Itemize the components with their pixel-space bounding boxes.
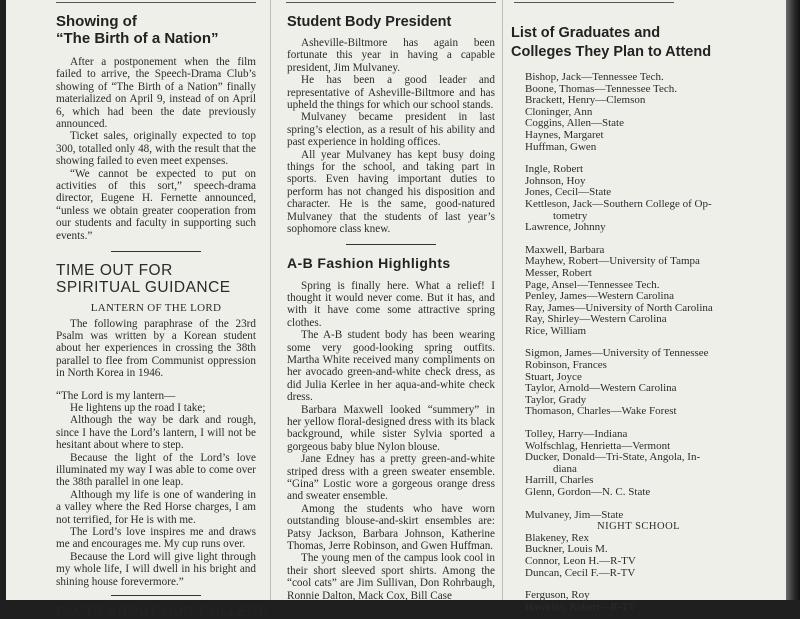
list-item: Ray, James—University of North Carolina: [525, 301, 713, 314]
list-item: Page, Ansel—Tennessee Tech.: [525, 278, 660, 291]
graduates-group: [511, 245, 729, 338]
list-item: Maxwell, Barbara: [525, 243, 605, 256]
list-item: Rice, William: [525, 324, 587, 337]
poem-line: “The Lord is my lantern—: [56, 389, 176, 402]
list-item: Johnson, Hoy: [525, 174, 586, 187]
graduates-group: [511, 348, 729, 418]
paragraph: The A-B student body has been wearing some very good-looking spring outfits. Martha White received many compliments on her avocado green-and-white check dress, as did Julia Kerlee in her aqua-and-white check dress.: [287, 329, 495, 404]
list-item: Connor, Leon H.—R-TV: [525, 554, 636, 567]
paragraph: Among the students who have worn outstanding blouse-and-skirt ensembles are: Patsy Jackson, Barbara Johnson, Katherine Thomas, Jerre Robinson, and Gwen Huffman.: [287, 502, 495, 553]
list-item: Duncan, Cecil F.—R-TV: [525, 566, 636, 579]
list-item: Ingle, Robert: [525, 163, 584, 176]
graduates-group: [511, 590, 729, 613]
list-item: Wolfschlag, Henrietta—Vermont: [525, 439, 671, 452]
list-item: Glenn, Gordon—N. C. State: [525, 486, 651, 498]
list-item: Thomason, Charles—Wake Forest: [525, 405, 677, 418]
paragraph: Mulvaney became president in last spring’s election, as a result of his ability and past experience in holding offices.: [287, 111, 495, 149]
list-item: Jones, Cecil—State: [525, 186, 612, 199]
list-item: Bishop, Jack—Tennessee Tech.: [525, 71, 664, 83]
column-left: [56, 0, 269, 619]
paragraph: He has been a good leader and representative of Asheville-Biltmore and has upheld the things for which our school stands.: [287, 74, 495, 112]
paragraph: Jane Edney has a pretty green-and-white striped dress with a green sweater ensemble. “Gina” Lostic wore a gorgeous orange dress and sweater ensemble.: [287, 453, 495, 503]
list-item: Messer, Robert: [525, 266, 592, 279]
paragraph: Although the way be dark and rough, since I have the Lord’s lantern, I will not be hesitant about where to step.: [56, 414, 256, 452]
list-item: Sigmon, James—University of Tennessee: [525, 347, 709, 360]
list-item: Blakeney, Rex: [525, 531, 590, 544]
list-item: Hawkins, Robert—R-TV: [525, 600, 637, 613]
section-divider: [346, 244, 436, 245]
paragraph: Because the Lord will give light through my whole life, I will dwell in his bright and shining house forevermore.”: [56, 550, 256, 588]
list-item: Penley, James—Western Carolina: [525, 290, 674, 303]
list-item: Stuart, Joyce: [525, 370, 582, 383]
list-item: Mayhew, Robert—University of Tampa: [525, 255, 700, 268]
paragraph: “We cannot be expected to put on activities of this sort,” speech-drama director, Eugene H. Fernette announced, “unless we obtain greater cooperation from our students and faculty in supporting such events.”: [56, 167, 256, 242]
headline-spiritual-guidance: TIME OUT FOR SPIRITUAL GUIDANCE: [56, 262, 231, 297]
list-item: Harrill, Charles: [525, 474, 594, 487]
list-item: Coggins, Allen—State: [525, 117, 624, 130]
list-item: Ducker, Donald—Tri-State, Angola, In-: [525, 451, 701, 464]
column-right: [511, 0, 729, 613]
paragraph: Barbara Maxwell looked “summery” in her yellow floral-designed dress with its black background, while sister Sylvia sported a gorgeous baby blue Nylon blouse.: [287, 403, 495, 453]
column-middle: [287, 0, 495, 602]
list-item: Kettleson, Jack—Southern College of Op-: [525, 197, 712, 210]
paragraph: After a postponement when the film failed to arrive, the Speech-Drama Club’s showing of “The Birth of a Nation” finally materialized on April 9, instead of on April 6, which had been the date previously announced.: [56, 56, 256, 131]
paragraph: Asheville-Biltmore has again been fortunate this year in having a capable president, Jim Mulvaney.: [287, 37, 495, 74]
list-item: Haynes, Margaret: [525, 128, 604, 141]
list-item: diana: [553, 462, 577, 475]
paragraph: Although my life is one of wandering in a valley where the Red Horse charges, I am not terrified, for He is with me.: [56, 488, 256, 526]
headline-student-body-president: Student Body President: [287, 14, 452, 30]
section-divider: [111, 595, 201, 596]
section-divider: [111, 251, 201, 252]
page-edge-shadow: [786, 0, 800, 600]
paragraph: The following paraphrase of the 23rd Psalm was written by a Korean student about her experiences in crossing the 38th parallel to flee from Communist oppression in North Korea in 1946.: [56, 317, 256, 380]
column-divider: [502, 0, 503, 600]
list-item: Cloninger, Ann: [525, 105, 593, 118]
list-item: Taylor, Grady: [525, 393, 587, 406]
newspaper-page: [6, 0, 786, 619]
headline-facts: FACTS ABOUT OUR COLLEGE: [56, 604, 269, 619]
graduates-group: [511, 429, 729, 499]
subheading-lantern: LANTERN OF THE LORD: [90, 302, 222, 315]
paragraph: All year Mulvaney has kept busy doing things for the school, and taking part in sports. Even having important duties to perform has not changed his disposition and character. He is the same, good-natured Mulvaney that the students of last year’s sophomore class knew.: [287, 148, 495, 236]
graduates-group: [511, 72, 729, 153]
list-item: Boone, Thomas—Tennessee Tech.: [525, 82, 678, 95]
list-item: Ferguson, Roy: [525, 589, 590, 602]
list-item: Tolley, Harry—Indiana: [525, 428, 628, 441]
night-school-heading: NIGHT SCHOOL: [597, 521, 681, 533]
headline-fashion-highlights: A-B Fashion Highlights: [287, 254, 451, 271]
list-item: Lawrence, Johnny: [525, 221, 606, 234]
list-item: Mulvaney, Jim—State: [525, 508, 624, 521]
list-item: tometry: [553, 209, 588, 222]
graduates-group: [511, 510, 729, 580]
paragraph: The young men of the campus look cool in their short sleeved sport shirts. Among the “cool cats” are Jim Sullivan, Don Rohrbaugh, Ronnie Dalton, Mack Cox, Bill Case: [287, 552, 495, 602]
list-item: Robinson, Frances: [525, 359, 607, 372]
poem-line: He lightens up the road I take;: [70, 401, 206, 414]
paragraph: Ticket sales, originally expected to top 300, totalled only 48, with the result that the showing failed to even meet expenses.: [56, 130, 256, 168]
column-divider: [270, 0, 271, 600]
paragraph: Spring is finally here. What a relief! I thought it would never come. But it has, and with it have come some attractive spring clothes.: [287, 279, 495, 329]
list-item: Ray, Shirley—Western Carolina: [525, 313, 667, 326]
list-item: Buckner, Louis M.: [525, 543, 608, 556]
list-item: Brackett, Henry—Clemson: [525, 94, 646, 107]
headline-graduates-list: List of Graduates and Colleges They Plan to Attend: [511, 25, 712, 60]
graduates-group: [511, 164, 729, 234]
paragraph: The Lord’s love inspires me and draws me and encourages me. My cup runs over.: [56, 526, 256, 551]
list-item: Taylor, Arnold—Western Carolina: [525, 382, 677, 395]
list-item: Huffman, Gwen: [525, 140, 597, 153]
headline-birth-of-nation: Showing of “The Birth of a Nation”: [56, 13, 219, 47]
paragraph: Because the light of the Lord’s love illuminated my way I was able to come over the 38th parallel in one leap.: [56, 451, 256, 489]
